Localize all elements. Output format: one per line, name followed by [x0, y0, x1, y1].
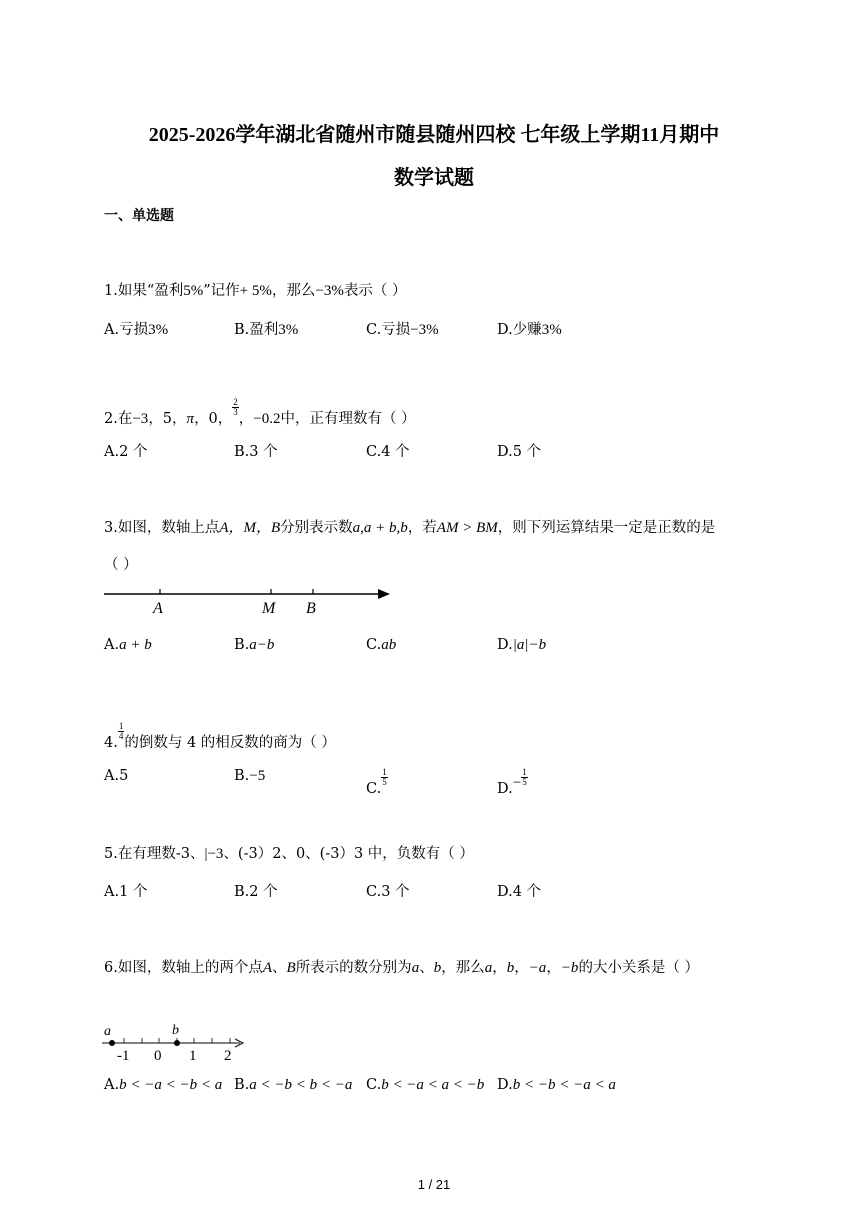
tick-label-0: 0 [154, 1048, 162, 1064]
question-3-option-d[interactable]: D.|a|−b [497, 637, 547, 653]
tick-label--1: -1 [117, 1048, 130, 1064]
question-2-option-b[interactable]: B.3 个 [234, 444, 278, 460]
fraction-two-thirds: $\frac{2}{3}$ [233, 397, 238, 417]
label-a: A [153, 600, 163, 617]
question-5-stem: 5.在有理数-3、|−3、(-3）2、0、(-3）3 中，负数有（ ） [104, 846, 474, 862]
question-6-option-d[interactable]: D.b < −b < −a < a [497, 1077, 616, 1093]
tick-label-1: 1 [189, 1048, 197, 1064]
question-3-stem: 3.如图，数轴上点A，M，B分别表示数a,a + b,b，若AM > BM，则下列运算结果一定是正数的是 [104, 520, 716, 536]
page-number: 1 / 21 [417, 1177, 451, 1192]
question-5-option-c[interactable]: C.3 个 [366, 884, 410, 900]
question-6-option-b[interactable]: B.a < −b < b < −a [234, 1077, 353, 1093]
question-3-option-c[interactable]: C.ab [366, 637, 397, 653]
document-title-line2: 数学试题 [394, 167, 474, 189]
point-b [174, 1040, 180, 1046]
question-3-option-b[interactable]: B.a−b [234, 637, 275, 653]
point-a [109, 1040, 115, 1046]
label-m: M [262, 600, 276, 617]
question-4-option-c[interactable]: C. $\frac{1}{5}$ [366, 767, 387, 797]
point-a-label: a [104, 1024, 111, 1039]
question-6-option-a[interactable]: A.b < −a < −b < a [104, 1077, 223, 1093]
fraction-one-quarter: $\frac{1}{4}$ [118, 721, 124, 741]
question-3-number-line [100, 584, 400, 618]
question-1-option-a[interactable]: A.亏损3% [104, 322, 169, 338]
question-2-option-d[interactable]: D.5 个 [497, 444, 542, 460]
question-5-option-a[interactable]: A.1 个 [104, 884, 148, 900]
document-title-line1: 2025-2026学年湖北省随州市随县随州四校 七年级上学期11月期中 [148, 124, 720, 146]
question-1-stem: 1.如果“盈利5%”记作+ 5%，那么−3%表示（ ） [104, 283, 407, 299]
label-b: B [306, 600, 316, 617]
section-heading: 一、单选题 [104, 208, 174, 224]
question-4-stem: 4. $\frac{1}{4}$ 的倒数与 4 的相反数的商为（ ） [104, 721, 336, 751]
tick-label-2: 2 [224, 1048, 232, 1064]
question-2-option-a[interactable]: A.2 个 [104, 444, 148, 460]
question-1-option-c[interactable]: C.亏损−3% [366, 322, 439, 338]
question-3-option-a[interactable]: A.a + b [104, 637, 152, 653]
question-2-stem: 2.在−3，5，π，0， $\frac{2}{3}$ ，−0.2中，正有理数有（ ） [104, 397, 416, 427]
question-4-option-a[interactable]: A.5 [104, 768, 129, 784]
question-6-option-c[interactable]: C.b < −a < a < −b [366, 1077, 485, 1093]
question-5-option-d[interactable]: D.4 个 [497, 884, 542, 900]
question-1-option-d[interactable]: D.少赚3% [497, 322, 562, 338]
question-4-option-d[interactable]: D.− $\frac{1}{5}$ [497, 767, 527, 797]
question-1-option-b[interactable]: B.盈利3% [234, 322, 299, 338]
question-4-option-b[interactable]: B.−5 [234, 768, 266, 784]
number-line-arrow [378, 589, 390, 599]
question-6-stem: 6.如图，数轴上的两个点A、B所表示的数分别为a、b，那么a，b，−a，−b的大小关系是（ ） [104, 960, 700, 976]
question-5-option-b[interactable]: B.2 个 [234, 884, 278, 900]
point-b-label: b [172, 1023, 179, 1038]
question-2-option-c[interactable]: C.4 个 [366, 444, 410, 460]
question-6-number-line [98, 1020, 258, 1064]
question-3-stem-line2: （ ） [104, 557, 138, 573]
